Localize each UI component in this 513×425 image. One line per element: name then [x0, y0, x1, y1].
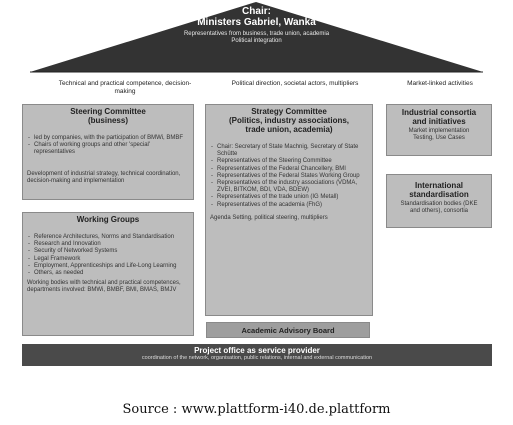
industrial-consortia-title-line-1: Industrial consortia	[401, 108, 477, 117]
chair-label	[0, 6, 513, 28]
international-standardisation-title-line-1: International	[414, 181, 463, 190]
right-column-header: Market-linked activities	[407, 80, 473, 87]
international-standardisation-title-line-2: standardisation	[409, 190, 469, 199]
list-item: - Research and Innovation	[27, 241, 189, 248]
working-groups-title: Working Groups	[76, 215, 140, 224]
working-groups-list	[27, 234, 189, 277]
list-item: - Chair: Secretary of State Machnig, Secretary of State Schütte	[210, 144, 368, 158]
left-column-header: Technical and practical competence, decision-making	[58, 80, 192, 95]
list-item: - Representatives of the Federal Chancellery, BMI	[210, 166, 368, 173]
list-item: - Representatives of the trade union (IG Metall)	[210, 194, 368, 201]
chair-title: Chair:	[242, 6, 271, 17]
strategy-committee-box	[205, 104, 373, 316]
steering-committee-list	[27, 135, 189, 157]
industrial-consortia-subtitle-line-2: Testing, Use Cases	[413, 135, 465, 142]
middle-column-header: Political direction, societal actors, multipliers	[231, 80, 359, 87]
working-groups-box	[22, 212, 194, 336]
list-item: - Security of Networked Systems	[27, 248, 189, 255]
working-groups-note: Working bodies with technical and practical competences, departments involved: BMWi, BMBF, BMI, BMAS, BMJV	[27, 280, 181, 294]
steering-committee-title-line-2: (business)	[87, 116, 128, 125]
list-item: - Representatives of the Steering Committee	[210, 158, 368, 165]
list-item: - Representatives of the Federal States Working Group	[210, 173, 368, 180]
source-caption: Source : www.plattform-i40.de.plattform	[122, 402, 391, 417]
list-item: - Reference Architectures, Norms and Standardisation	[27, 234, 189, 241]
steering-committee-title	[27, 107, 189, 125]
project-office-subtitle: coordination of the network, organisation, public relations, internal and external communication	[141, 355, 373, 361]
industrial-consortia-subtitle	[390, 128, 488, 142]
strategy-committee-title	[210, 107, 368, 134]
academic-advisory-board-title: Academic Advisory Board	[241, 326, 335, 335]
international-standardisation-subtitle	[390, 201, 488, 215]
roof-section	[0, 0, 513, 78]
strategy-committee-title-line-3: trade union, academia)	[245, 125, 333, 134]
strategy-committee-title-line-2: (Politics, industry associations,	[228, 116, 350, 125]
chair-names: Ministers Gabriel, Wanka	[197, 17, 316, 28]
steering-committee-box	[22, 104, 194, 200]
strategy-committee-list	[210, 144, 368, 209]
strategy-committee-title-line-1: Strategy Committee	[251, 107, 327, 116]
international-standardisation-subtitle-line-2: and others), consortia	[409, 208, 469, 215]
strategy-committee-note: Agenda Setting, political steering, multipliers	[210, 214, 328, 221]
steering-committee-title-line-1: Steering Committee	[70, 107, 146, 116]
list-item: - Chairs of working groups and other 'special' representatives	[27, 142, 189, 156]
list-item: - led by companies, with the participation of BMWi, BMBF	[27, 135, 189, 142]
project-office-bar	[22, 344, 492, 366]
roof-subtitle-line-2: Political integration	[231, 38, 282, 44]
list-item: - Representatives of the academia (FhG)	[210, 202, 368, 209]
academic-advisory-board-box	[206, 322, 370, 338]
list-item: - Others, as needed	[27, 270, 189, 277]
project-office-title: Project office as service provider	[194, 346, 320, 355]
roof-subtitle-line-1: Representatives from business, trade union, academia	[183, 31, 330, 37]
industrial-consortia-box	[386, 104, 492, 156]
list-item: - Employment, Apprenticeships and Life-Long Learning	[27, 263, 189, 270]
international-standardisation-subtitle-line-1: Standardisation bodies (DKE	[400, 201, 478, 207]
steering-committee-note: Development of industrial strategy, technical coordination, decision-making and implementation	[27, 170, 181, 184]
international-standardisation-box	[386, 174, 492, 228]
list-item: - Representatives of the industry associations (VDMA, ZVEI, BITKOM, BDI, VDA, BDEW)	[210, 180, 368, 194]
industrial-consortia-title	[390, 108, 488, 126]
industrial-consortia-title-line-2: and initiatives	[412, 117, 466, 126]
industrial-consortia-subtitle-line-1: Market implementation	[408, 128, 470, 134]
roof-subtitle	[120, 31, 393, 45]
international-standardisation-title	[390, 181, 488, 199]
list-item: - Legal Framework	[27, 256, 189, 263]
